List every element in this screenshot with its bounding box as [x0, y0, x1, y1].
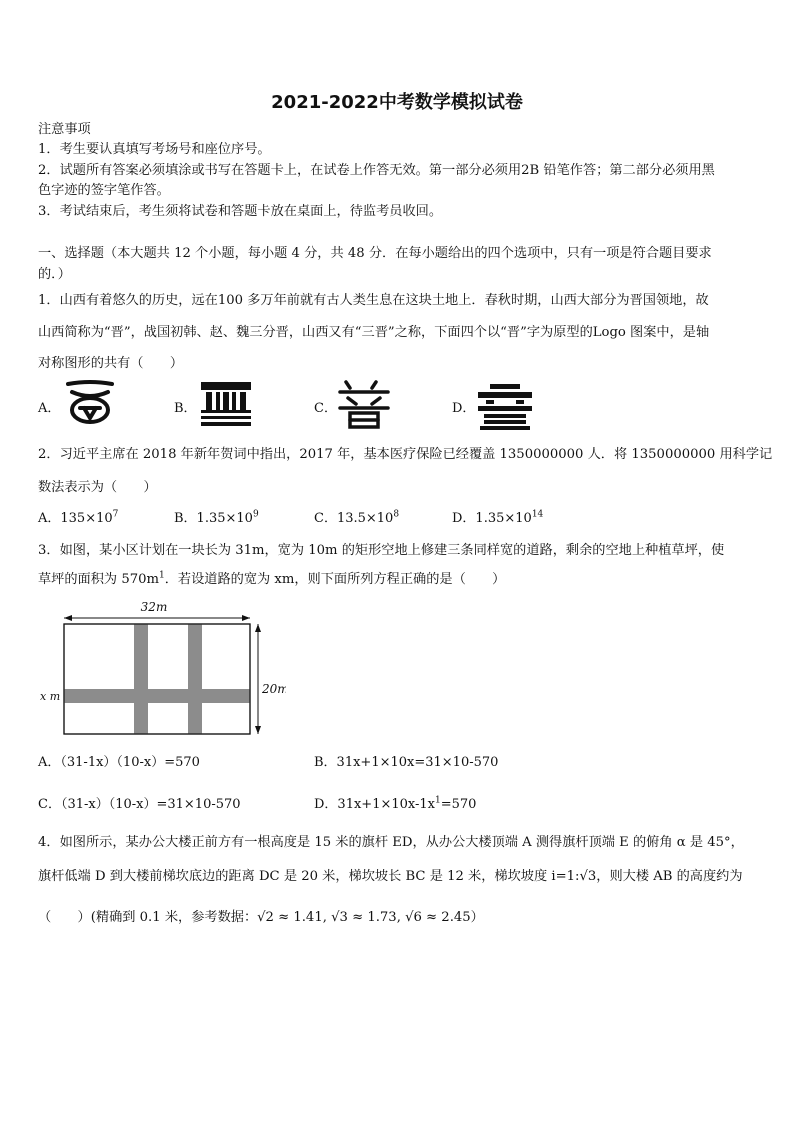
- question-1-text: 对称图形的共有（ ）: [38, 356, 184, 371]
- question-1-text: 山西简称为“晋”，战国初韩、赵、魏三分晋，山西又有“三晋”之称，下面四个以“晋”字为原型的Logo 图案中，是轴: [38, 325, 710, 340]
- q2-option-d: D．$1.35\times 10^{14}$: [452, 509, 544, 526]
- q3-option-c: C．（31-x）（10-x）=31×10-570: [38, 797, 241, 812]
- q3-option-b: B．31x+1×10x=31×10-570: [314, 755, 499, 770]
- question-1-text: 1．山西有着悠久的历史，远在100 多万年前就有古人类生息在这块土地上．春秋时期，山西大部分为晋国领地，故: [38, 293, 709, 308]
- section-heading: 一、选择题（本大题共 12 个小题，每小题 4 分，共 48 分．在每小题给出的四个选项中，只有一项是符合题目要求: [38, 246, 712, 261]
- jin-logo-a-icon: [62, 378, 118, 426]
- question-4-text: 旗杆低端 D 到大楼前梯坎底边的距离 DC 是 20 米，梯坎坡长 BC 是 12 米，梯坎坡度 i=1:√3，则大楼 AB 的高度约为: [38, 869, 743, 884]
- q1-option-d-label: D．: [452, 401, 476, 416]
- q1-option-a-label: A．: [38, 401, 61, 416]
- section-heading-cont: 的．）: [38, 267, 71, 282]
- q3-option-a: A．（31-1x）（10-x）=570: [38, 755, 200, 770]
- question-3-text: 3．如图，某小区计划在一块长为 31m，宽为 10m 的矩形空地上修建三条同样宽的道路，剩余的空地上种植草坪，使: [38, 543, 725, 558]
- q1-option-b-label: B．: [174, 401, 197, 416]
- jin-logo-d-icon: [476, 382, 532, 430]
- q2-option-c: C．$13.5\times 10^8$: [314, 509, 400, 526]
- question-3-text: 草坪的面积为 $570m^1$．若设道路的宽为 xm，则下面所列方程正确的是（ ）: [38, 570, 506, 587]
- notice-heading: 注意事项: [38, 122, 91, 137]
- question-2-text: 2．习近平主席在 2018 年新年贺词中指出，2017 年，基本医疗保险已经覆盖 1350000000 人．将 1350000000 用科学记: [38, 447, 773, 462]
- q2-option-b: B．$1.35\times 10^9$: [174, 509, 259, 526]
- q2-option-a: A．$135\times 10^7$: [38, 509, 119, 526]
- page-title: 2021-2022中考数学模拟试卷: [271, 92, 523, 113]
- road-width-label: x m: [40, 690, 61, 703]
- width-label: 32m: [140, 600, 168, 614]
- question-2-text: 数法表示为（ ）: [38, 480, 157, 495]
- jin-logo-b-icon: [198, 380, 254, 428]
- notice-item: 1．考生要认真填写考场号和座位序号。: [38, 142, 271, 157]
- notice-item: 3．考试结束后，考生须将试卷和答题卡放在桌面上，待监考员收回。: [38, 204, 443, 219]
- height-label: 20m: [262, 682, 286, 696]
- q3-option-d: D．$31x+1\times 10x-1x^1=570$: [314, 795, 477, 812]
- q1-option-c-label: C．: [314, 401, 337, 416]
- notice-item: 2．试题所有答案必须填涂或书写在答题卡上，在试卷上作答无效。第一部分必须用2B 铅笔作答；第二部分必须用黑: [38, 163, 715, 178]
- notice-item: 色字迹的签字笔作答。: [38, 183, 170, 198]
- jin-logo-c-icon: [336, 378, 392, 426]
- question-4-text: 4．如图所示，某办公大楼正前方有一根高度是 15 米的旗杆 ED，从办公大楼顶端 A 测得旗杆顶端 E 的俯角 α 是 45°，: [38, 835, 744, 850]
- question-4-text: （ ）(精确到 0.1 米，参考数据：√2 ≈ 1.41, √3 ≈ 1.73, √6 ≈ 2.45）: [38, 910, 484, 925]
- road-diagram: [36, 596, 286, 742]
